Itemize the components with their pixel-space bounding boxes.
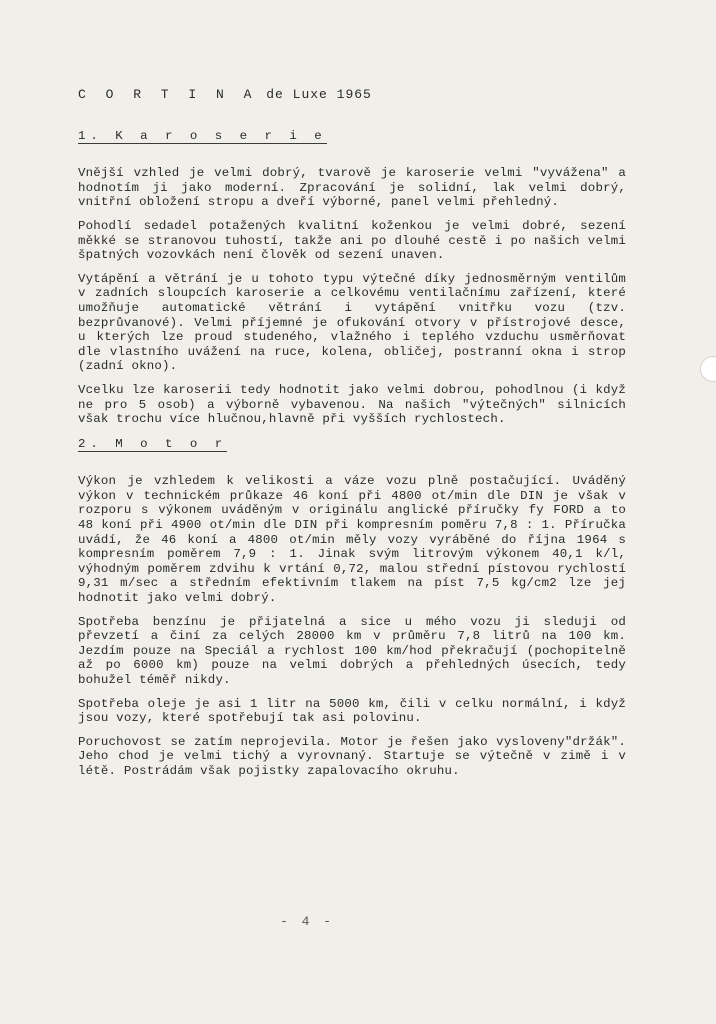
- document-body: [78, 88, 626, 788]
- page-number: - 4 -: [280, 914, 335, 929]
- paragraph: Vnější vzhled je velmi dobrý, tvarově je karoserie velmi "vyvážena" a hodnotím ji jako moderní. Zpracování je solidní, lak velmi dobrý, vnitřní obložení stropu a dveří výborné, panel velmi přehledný.: [78, 166, 626, 210]
- document-title: [78, 88, 626, 103]
- paragraph: Poruchovost se zatím neprojevila. Motor je řešen jako vysloveny"držák". Jeho chod je velmi tichý a vyrovnaný. Startuje se výtečně v zimě i v létě. Postrádám však pojistky zapalovacího okruhu.: [78, 734, 626, 778]
- punch-hole: [700, 356, 716, 382]
- paragraph: Spotřeba benzínu je přijatelná a sice u mého vozu ji sleduji od převzetí a činí za celých 28000 km v průměru 7,8 litrů na 100 km. Jezdím pouze na Speciál a rychlost 100 km/hod překračují (pochopitelně až po 6000 km) pouze na velmi dobrých a přehledných úsecích, tedy bohužel téměř nikdy.: [78, 614, 626, 687]
- section-motor: [78, 437, 626, 779]
- title-model: C O R T I N A: [78, 87, 258, 102]
- paragraph: Vytápění a větrání je u tohoto typu výtečné díky jednosměrným ventilům v zadních sloupcích karoserie a celkovému ventilačnímu zařízení, které umožňuje automatické větrání i vytápění vnitřku vozu (tzv. bezprůvanové). Velmi příjemné je ofukování otvory v přístrojové desce, u kterých lze proud studeného, vlažného i teplého vzduchu usměrňovat dle vlastního uvážení na ruce, kolena, obličej, postranní okna i strop (zadní okno).: [78, 271, 626, 374]
- section-karoserie: [78, 129, 626, 427]
- paragraph: Pohodlí sedadel potažených kvalitní koženkou je velmi dobré, sezení měkké se stranovou tuhostí, takže ani po dlouhé cestě i po našich velmi špatných vozovkách není člověk od sezení unaven.: [78, 218, 626, 263]
- section-heading: 1. K a r o s e r i e: [78, 128, 327, 143]
- section-heading: 2. M o t o r: [78, 436, 228, 451]
- paragraph: Spotřeba oleje je asi 1 litr na 5000 km, čili v celku normální, i když jsou vozy, které spotřebují tak asi polovinu.: [78, 696, 626, 726]
- paragraph: Vcelku lze karoserii tedy hodnotit jako velmi dobrou, pohodlnou (i když ne pro 5 osob) a výborně vybavenou. Na našich "výtečných" silnicích však trochu více hlučnou,hlavně při vyšších rychlostech.: [78, 382, 626, 427]
- paragraph: Výkon je vzhledem k velikosti a váze vozu plně postačující. Uváděný výkon v technickém průkaze 46 koní při 4800 ot/min dle DIN je však v rozporu s výkonem uváděným v originálu anglické příručky fy FORD a to 48 koní při 4900 ot/min dle DIN při kompresním poměru 7,8 : 1. Příručka uvádí, že 46 koní a 4800 ot/min měly vozy vyráběné do října 1964 s kompresním poměrem 7,9 : 1. Jinak svým litrovým výkonem 40,1 k/l, výhodným poměrem zdvihu k vrtání 0,72, malou střední pístovou rychlostí 9,31 m/sec a středním efektivním tlakem na píst 7,5 kg/cm2 lze jej hodnotit jako velmi dobrý.: [78, 474, 626, 606]
- title-edition: de Luxe 1965: [266, 87, 372, 102]
